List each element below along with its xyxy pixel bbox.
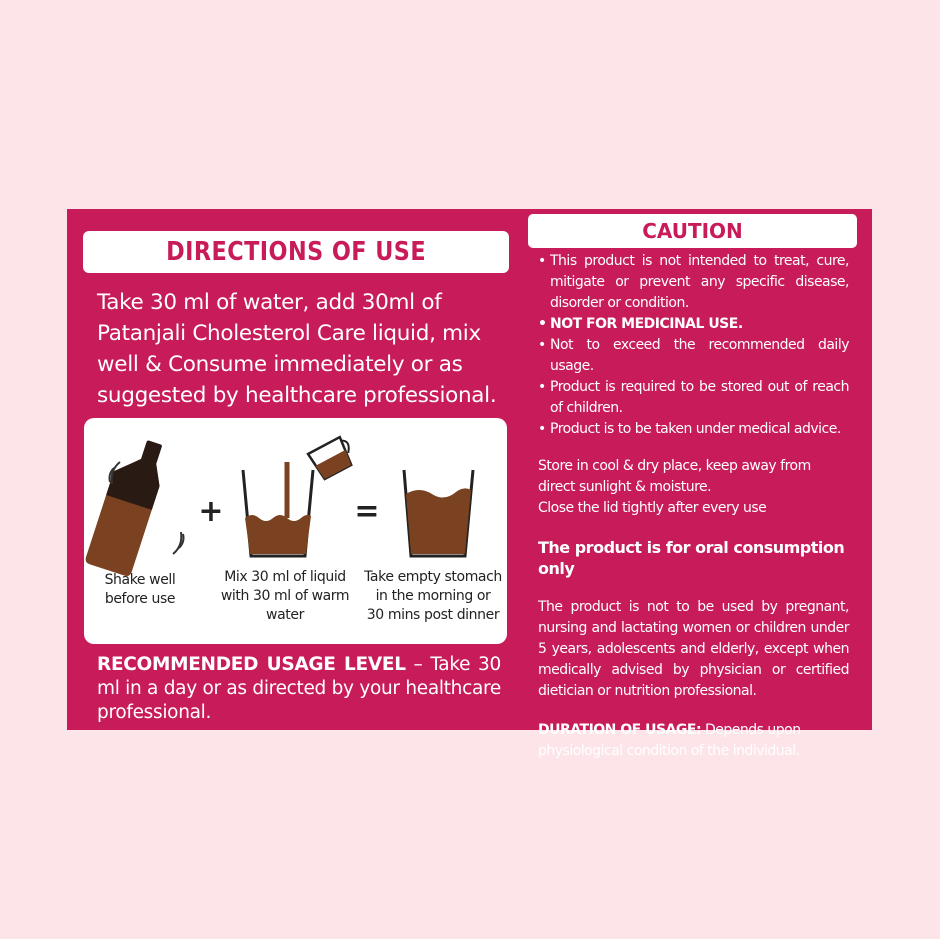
bottle-icon bbox=[84, 433, 172, 577]
glass-pour-icon bbox=[243, 435, 357, 556]
duration-of-usage bbox=[538, 720, 849, 762]
duration-label: DURATION OF USAGE: bbox=[538, 722, 702, 738]
duration-value: Depends upon physiological condition of the individual. bbox=[538, 722, 801, 759]
plus-icon: + bbox=[198, 494, 224, 529]
step-2-label: Mix 30 ml of liquid with 30 ml of warm water bbox=[220, 569, 350, 623]
step-3-label: Take empty stomach in the morning or 30 mins post dinner bbox=[364, 569, 502, 623]
step-1-label: Shake well before use bbox=[104, 572, 176, 607]
caution-bullet: • Product is required to be stored out of reach of children. bbox=[538, 377, 849, 419]
usage-label: RECOMMENDED USAGE LEVEL bbox=[97, 654, 406, 675]
recommended-usage bbox=[97, 653, 501, 725]
caution-content bbox=[538, 251, 849, 762]
usage-value: – Take 30 ml in a day or as directed by your healthcare professional. bbox=[97, 654, 501, 723]
caution-title: CAUTION bbox=[528, 214, 857, 248]
caution-bullet: • This product is not intended to treat, cure, mitigate or prevent any specific disease, disorder or condition. bbox=[538, 251, 849, 314]
full-glass-icon bbox=[404, 470, 473, 556]
equals-icon: = bbox=[354, 494, 380, 529]
directions-title: DIRECTIONS OF USE bbox=[83, 231, 509, 273]
storage-instructions: Store in cool & dry place, keep away from direct sunlight & moisture. bbox=[538, 458, 811, 495]
caution-bullet: • Not to exceed the recommended daily usage. bbox=[538, 335, 849, 377]
restriction-note: The product is not to be used by pregnant, nursing and lactating women or children under 5 years, adolescents and elderly, except when medically advised by physician or certified dietician or nutrition professional. bbox=[538, 599, 849, 699]
caution-bullet: • NOT FOR MEDICINAL USE. bbox=[538, 314, 849, 335]
directions-text: Take 30 ml of water, add 30ml of Patanjali Cholesterol Care liquid, mix well & Consume immediately or as suggested by healthcare professional. bbox=[97, 290, 497, 408]
caution-bullet: • Product is to be taken under medical advice. bbox=[538, 419, 849, 440]
lid-instructions: Close the lid tightly after every use bbox=[538, 500, 767, 516]
steps-illustration bbox=[84, 418, 507, 644]
oral-consumption-note: The product is for oral consumption only bbox=[538, 538, 845, 578]
label-panel bbox=[67, 209, 872, 759]
caution-bullet-list bbox=[538, 251, 849, 440]
